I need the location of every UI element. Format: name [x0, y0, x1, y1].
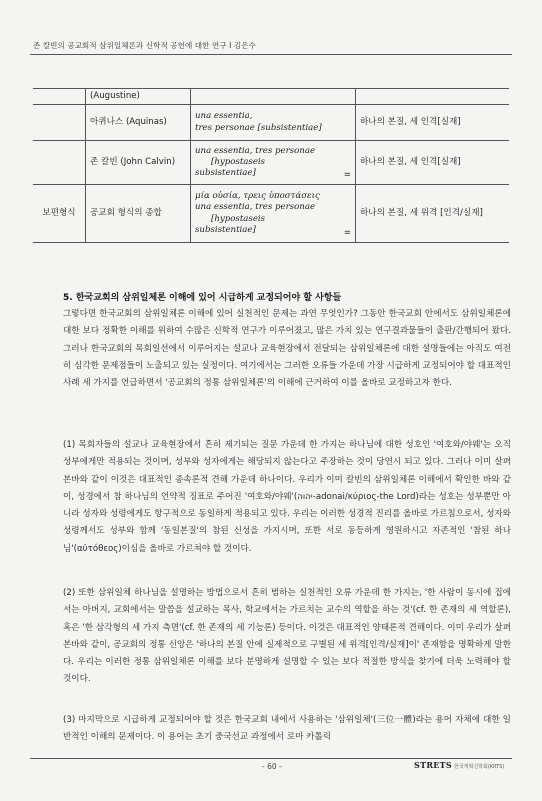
formula-line: μία οὐσία, τρεις ὑποστάσεις	[195, 191, 320, 202]
row-label	[33, 89, 86, 105]
latin-formula	[191, 105, 356, 141]
row-label	[33, 141, 86, 185]
theologian-name: 아퀴나스 (Aquinas)	[86, 105, 191, 141]
equals-sign: =	[343, 227, 351, 238]
formula-line: tres personae [subsistentiae]	[195, 122, 322, 133]
formula-line: una essentia, tres personae	[195, 202, 316, 213]
korean-formula: 하나의 본질, 세 위격 [인격/실재]	[356, 185, 510, 243]
paragraph-point-3: (3) 마지막으로 시급하게 교정되어야 할 것은 한국교회 내에서 사용하는 '삼위일체'(三位一體)라는 용어 자체에 대한 일반적인 이해의 문제이다. 이 용어는 초기 중국선교 과정에서 로마 카톨릭	[63, 715, 511, 743]
paragraph-intro: 그렇다면 한국교회의 삼위일체론 이해에 있어 실천적인 문제는 과연 무엇인가? 그동안 한국교회 안에서도 삼위일체론에 대한 보다 정확한 이해를 위하여 수많은 신학적 연구가 이루어졌고, 많은 가치 있는 연구결과물들이 출판/간행되어 왔다. 그러나 한국교회의 목회일선에서 이루어지는 설교나 교육현장에서 전달되는 삼위일체론에 대한 설명들에는 아직도 여전히 심각한 문제점들이 노출되고 있는 실정이다. 여기에서는 그러한 오류들 가운데 가장 시급하게 교정되어야 할 대표적인 사례 세 가지를 언급하면서 '공교회의 정통 삼위일체론'의 이해에 근거하여 이를 올바로 교정하고자 한다.	[63, 309, 511, 389]
formula-line: una essentia, tres personae	[195, 145, 316, 156]
running-header: 존 칼빈의 공교회적 삼위일체론과 신학적 공헌에 대한 연구 Ⅰ 김은수	[33, 41, 256, 50]
row-label	[33, 105, 86, 141]
table-row	[33, 89, 509, 105]
theologian-name: 공교회 형식의 종합	[86, 185, 191, 243]
logo-brand: STRETS	[414, 760, 453, 770]
paragraph-point-2: (2) 또한 삼위일체 하나님을 설명하는 방법으로서 흔히 범하는 실천적인 오류 가운데 한 가지는, '한 사람이 동시에 집에서는 아버지, 교회에서는 말씀을 설교하는 목사, 학교에서는 가르치는 교수의 역할을 하는 것'(cf. 한 존재의 세 역할론), 혹은 '한 삼각형의 세 가지 측면'(cf. 한 존재의 세 기능론) 등이다. 이것은 대표적인 양태론적 견해이다. 이미 우리가 살펴 본바와 같이, 공교회의 정통 신앙은 '하나의 본질 안에 실제적으로 구별된 세 위격[인격/실재]이' 존재함을 명확하게 말한다. 우리는 이러한 정통 삼위일체론 이해를 보다 분명하게 설명할 수 있는 보다 적절한 방식을 찾기에 더욱 노력해야 할 것이다.	[63, 588, 511, 685]
formula-line: subsistentiae]	[195, 168, 256, 179]
footer-rule	[30, 758, 512, 759]
table-row	[33, 105, 509, 141]
korean-formula: 하나의 본질, 세 인격[실재]	[356, 141, 510, 185]
formula-line: [hypostaseis	[211, 156, 266, 167]
korean-formula: 하나의 본질, 세 인격[실재]	[356, 105, 510, 141]
latin-formula	[191, 89, 356, 105]
korean-formula	[356, 89, 510, 105]
row-label: 보편형식	[33, 185, 86, 243]
latin-formula	[191, 141, 356, 185]
equals-sign: =	[343, 169, 351, 180]
theologian-name: 존 칼빈 (John Calvin)	[86, 141, 191, 185]
table-row	[33, 185, 509, 243]
section-title: 5. 한국교회의 삼위일체론 이해에 있어 시급하게 교정되어야 할 사항들	[63, 293, 342, 303]
formula-line: una essentia,	[195, 111, 253, 122]
page-number: - 60 -	[262, 762, 282, 771]
journal-logo	[414, 760, 504, 770]
formula-line: subsistentiae]	[195, 224, 256, 235]
trinity-terms-table	[33, 88, 509, 243]
formula-line: [hypostaseis	[211, 213, 266, 224]
theologian-name: (Augustine)	[86, 89, 191, 105]
header-rule	[30, 54, 512, 55]
latin-formula	[191, 185, 356, 243]
table-row	[33, 141, 509, 185]
logo-subtitle: 한국개혁신학회(KRTS)	[454, 764, 505, 770]
paragraph-point-1: (1) 목회자들의 설교나 교육현장에서 흔히 제기되는 질문 가운데 한 가지는 하나님에 대한 성호인 '여호와/야웨'는 오직 성부에게만 적용되는 것이며, 성부와 성자에게는 해당되지 않는다고 주장하는 것이 당연시 되고 있다. 그러나 이미 살펴 본바와 같이 이것은 대표적인 종속론적 견해 가운데 하나이다. 우리가 이미 칼빈의 삼위일체론 이해에서 확인한 바와 같이, 성경에서 참 하나님의 언약적 징표로 주어진 '여호와/야웨'(יהוה-adonai/κύριος-the Lord)라는 성호는 성부뿐만 아니라 성자와 성령에게도 항구적으로 동일하게 적용되고 있다. 우리는 이러한 성경적 진리를 올바로 가르침으로서, 성자와 성령께서도 성부와 함께 '동일본질'의 참된 신성을 가지시며, 또한 서로 동등하게 영원하시고 자존적인 '참된 하나님'(αὐτόθεος)이심을 올바로 가르쳐야 할 것이다.	[63, 440, 511, 554]
